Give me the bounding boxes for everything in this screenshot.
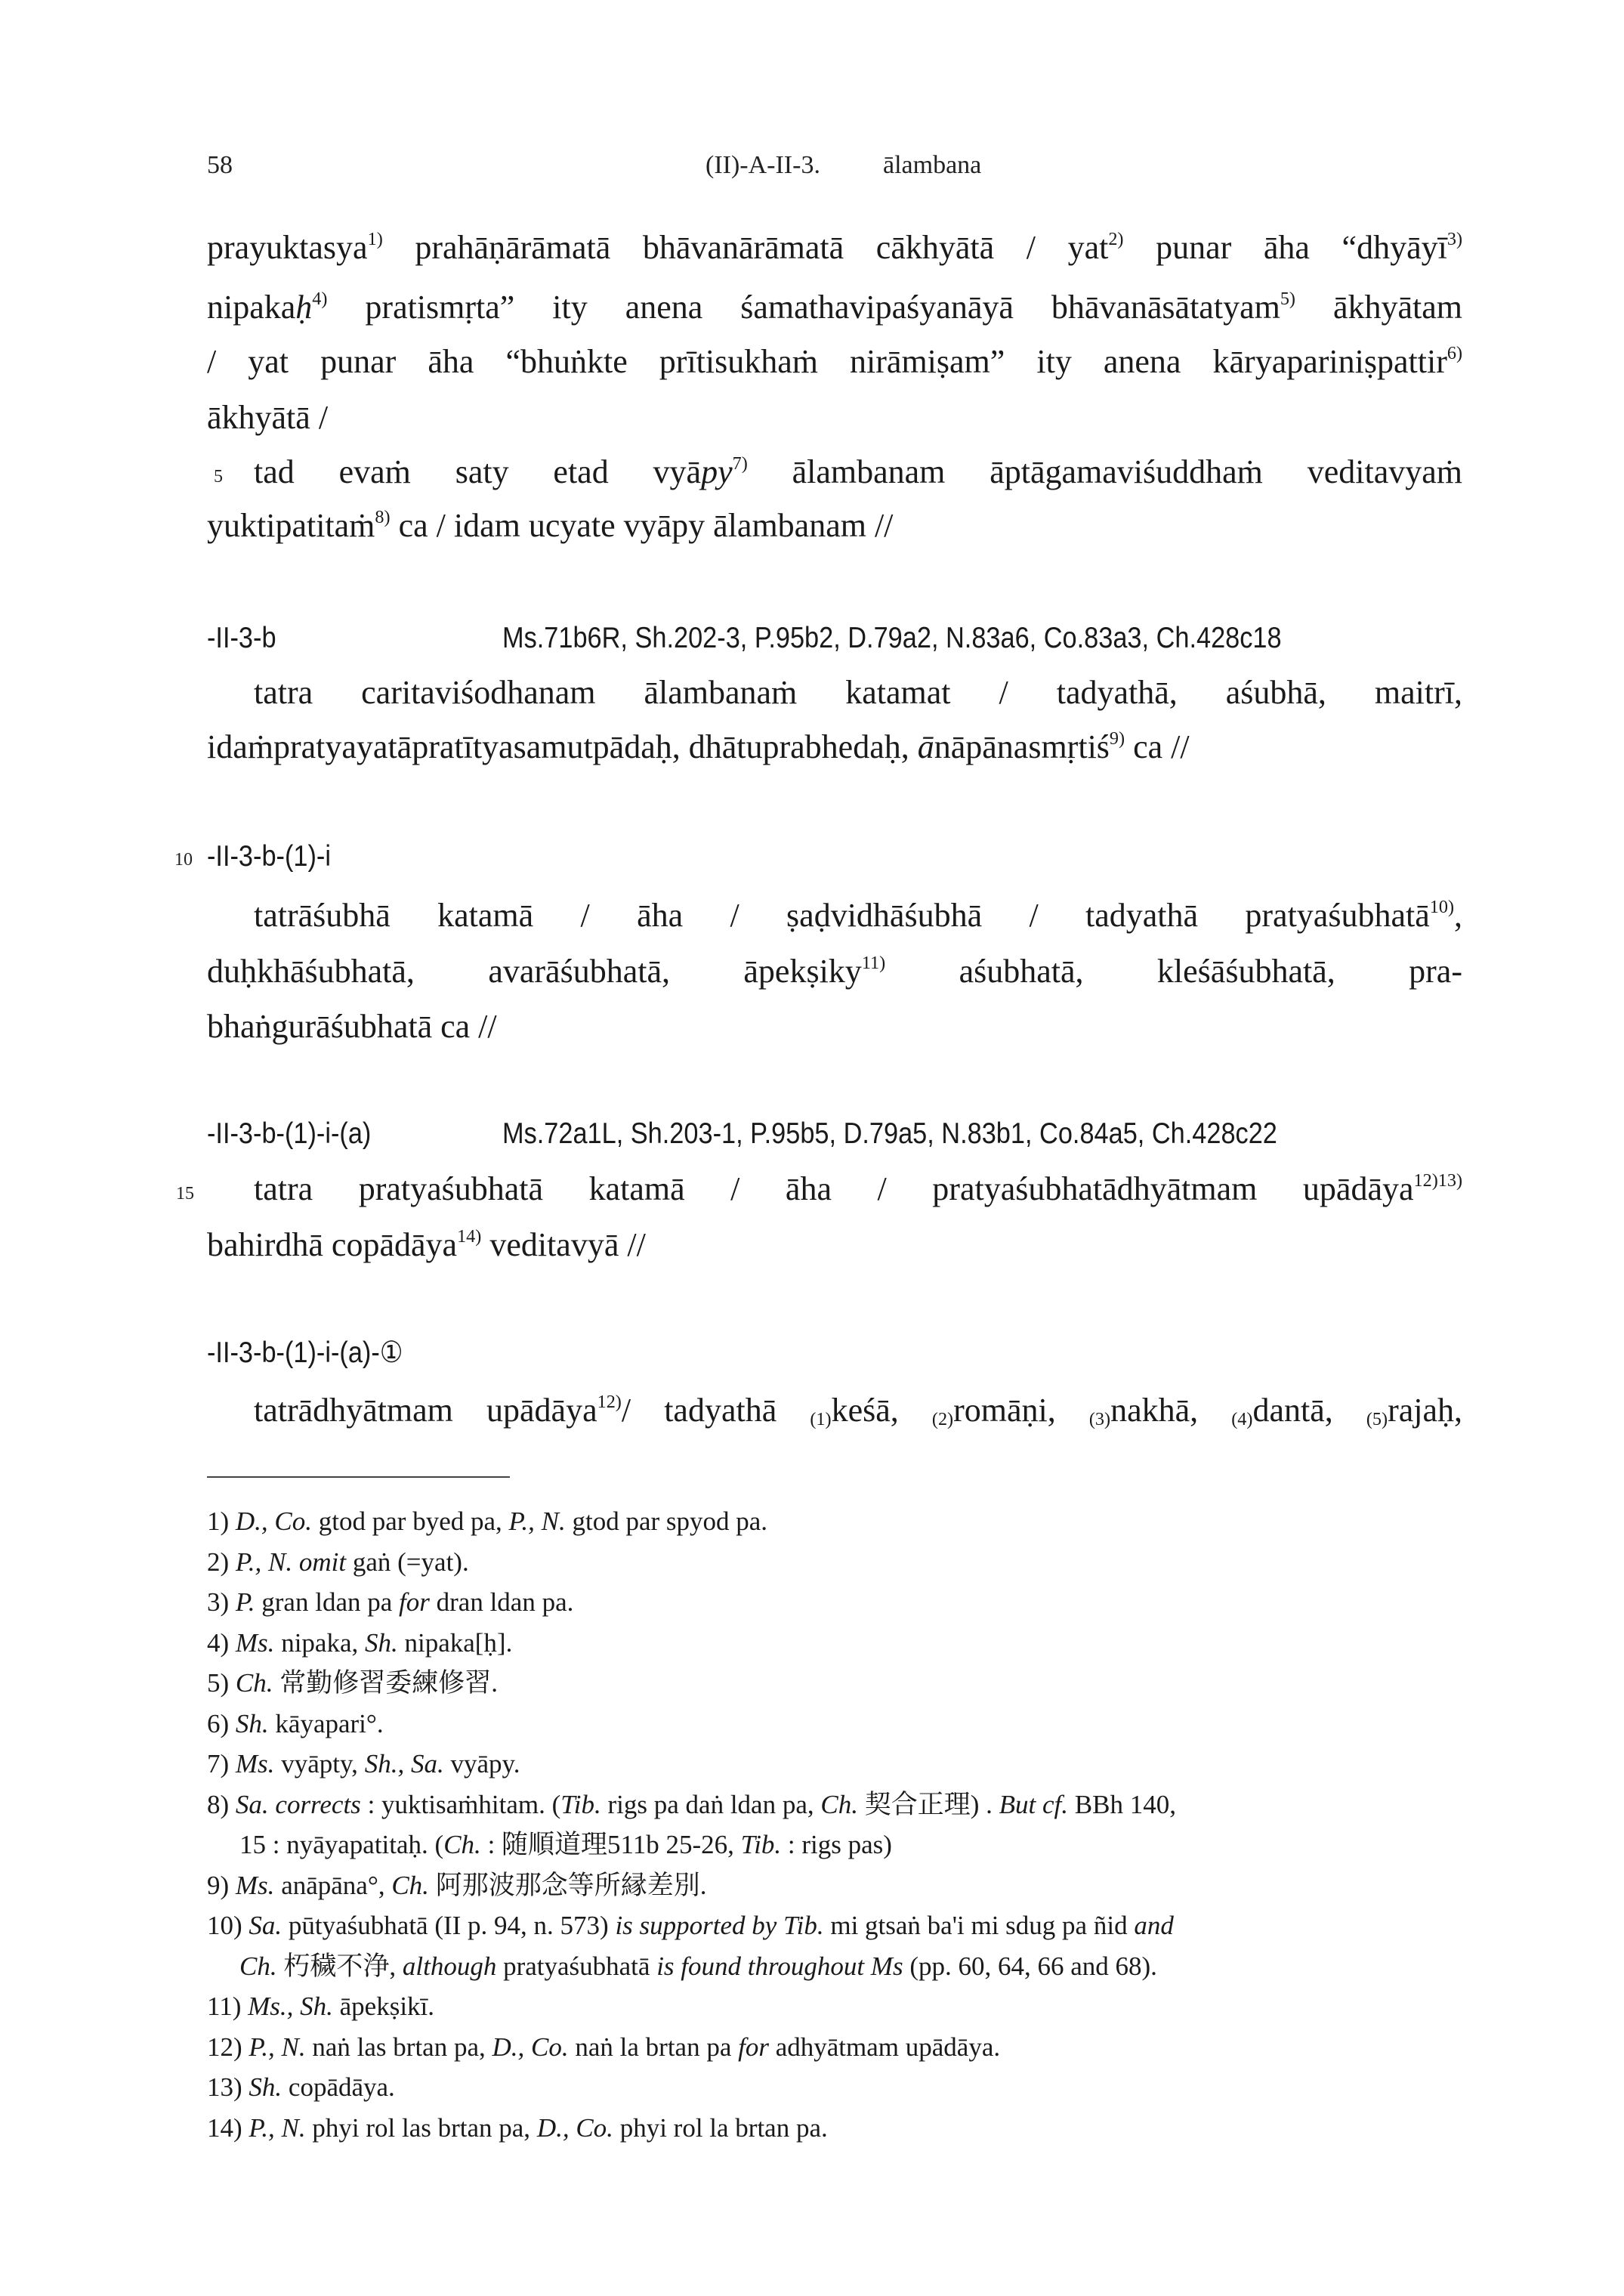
footnote-separator — [207, 1476, 510, 1478]
text-run: phyi rol las brtan pa, — [305, 2112, 537, 2143]
section-heading-id: -II-3-b — [207, 622, 276, 654]
italic-run: But cf. — [999, 1789, 1069, 1819]
text-run: tatrāśubhā katamā / āha / ṣaḍvidhāśubhā / tadyathā pratyaśubhatā — [254, 897, 1430, 934]
text-run: tad evaṁ saty etad vyā — [254, 453, 702, 490]
italic-run: D., Co. — [235, 1506, 313, 1536]
italic-run: Ch. — [239, 1951, 277, 1981]
italic-run: Ms. — [235, 1627, 275, 1658]
footnote-number: 5) — [207, 1668, 236, 1698]
text-run: pūtyaśubhatā (II p. 94, n. 573) — [282, 1911, 616, 1940]
text-run: gran ldan pa — [255, 1587, 400, 1617]
text-line — [254, 1383, 1462, 1438]
text-run: : yuktisaṁhitam. ( — [360, 1789, 561, 1819]
text-run: gtod par spyod pa. — [565, 1506, 768, 1536]
text-run: phyi rol la brtan pa. — [613, 2112, 828, 2143]
footnote — [207, 2067, 1506, 2108]
text-run: prahāṇārāmatā bhāvanārāmatā cākhyātā / yat — [382, 229, 1109, 266]
item-number: (4) — [1231, 1408, 1253, 1429]
text-run: gtod par byed pa, — [312, 1506, 509, 1536]
footnote — [207, 1663, 1506, 1704]
footnote-number: 7) — [207, 1749, 236, 1778]
text-run: , — [1454, 897, 1462, 934]
text-run: aśubhatā, kleśāśubhatā, pra- — [885, 953, 1462, 990]
text-run: 阿那波那念等所縁差別. — [428, 1870, 707, 1900]
italic-run: ḥ — [295, 289, 313, 326]
text-run: nipaka[ḥ]. — [397, 1627, 513, 1658]
text-run: ākhyātam — [1295, 289, 1462, 326]
text-run: dantā, — [1252, 1392, 1366, 1429]
text-run: gaṅ (=yat). — [346, 1547, 469, 1577]
footnote-line — [207, 1986, 1506, 2027]
italic-run: py — [701, 453, 733, 490]
text-run: romāṇi, — [953, 1392, 1089, 1429]
footnote-ref: 6) — [1446, 342, 1462, 363]
manuscript-refs: Ms.71b6R, Sh.202-3, P.95b2, D.79a2, N.83a6, Co.83a3, Ch.428c18 — [502, 622, 1282, 654]
section-heading-id: -II-3-b-(1)-i-(a) — [207, 1117, 372, 1150]
running-head-section: (II)-A-II-3. — [705, 151, 820, 179]
text-run: : 随順道理511b 25-26, — [480, 1830, 741, 1859]
footnote-ref: 8) — [375, 506, 391, 527]
section-heading-id: -II-3-b-(1)-i-(a)-① — [207, 1337, 403, 1369]
italic-run: Sh. — [364, 1627, 398, 1658]
item-number: (3) — [1088, 1408, 1111, 1429]
text-run: nipaka — [207, 289, 296, 326]
text-line — [207, 944, 1462, 999]
footnote-line — [207, 1744, 1506, 1785]
item-number: (1) — [810, 1408, 832, 1429]
footnote — [207, 2108, 1506, 2149]
text-run: (pp. 60, 64, 66 and 68). — [903, 1951, 1157, 1981]
manuscript-refs: Ms.72a1L, Sh.203-1, P.95b5, D.79a5, N.83b1, Co.84a5, Ch.428c22 — [502, 1117, 1277, 1150]
italic-run: Ch. — [820, 1789, 858, 1819]
text-run: āpekṣikī. — [332, 1992, 435, 2021]
footnote-line — [207, 1704, 1506, 1744]
footnote-line — [207, 1825, 1506, 1865]
italic-run: although — [402, 1951, 497, 1981]
text-run: ākhyātā / — [207, 399, 329, 436]
text-run: prayuktasya — [207, 229, 368, 266]
text-run: BBh 140, — [1068, 1789, 1176, 1819]
text-run: tatrādhyātmam upādāya — [254, 1392, 597, 1429]
italic-run: Sa. — [249, 1911, 283, 1940]
line-number: 5 — [214, 467, 223, 487]
text-run: tatra pratyaśubhatā katamā / āha / pratyaśubhatādhyātmam upādāya — [254, 1170, 1414, 1207]
footnote-ref: 14) — [457, 1225, 482, 1247]
footnote-line — [207, 1865, 1506, 1906]
italic-run: Sa. — [235, 1789, 269, 1819]
footnote — [207, 1582, 1506, 1623]
footnote-ref: 1) — [367, 228, 383, 249]
text-line — [207, 719, 1462, 774]
text-run: pratyaśubhatā — [496, 1951, 657, 1981]
line-number: 15 — [176, 1184, 194, 1204]
footnote-number: 13) — [207, 2072, 249, 2102]
text-run: keśā, — [831, 1392, 932, 1429]
footnote-line — [207, 1582, 1506, 1623]
footnote-ref: 2) — [1108, 228, 1124, 249]
footnote-number: 10) — [207, 1911, 249, 1940]
footnote — [207, 1704, 1506, 1744]
text-run: 常勤修習委練修習. — [273, 1668, 499, 1698]
footnote-ref: 3) — [1446, 228, 1462, 249]
page-number: 58 — [207, 151, 233, 179]
footnote-line — [207, 2027, 1506, 2068]
italic-run: is supported by Tib. — [615, 1911, 824, 1940]
footnote — [207, 1905, 1506, 1986]
text-run: naṅ las brtan pa, — [305, 2032, 492, 2062]
footnote-ref: 12) — [597, 1391, 622, 1412]
text-run: rajaḥ, — [1388, 1392, 1462, 1429]
text-run: : rigs pas) — [781, 1830, 892, 1859]
text-line — [254, 665, 1462, 720]
text-run: punar āha “dhyāyī — [1123, 229, 1447, 266]
italic-run: for — [738, 2032, 769, 2062]
text-run: 契合正理) . — [857, 1789, 999, 1819]
italic-run: D., Co. — [536, 2112, 613, 2143]
italic-run: Tib. — [740, 1830, 782, 1859]
text-run: pratismṛta” ity anena śamathavipaśyanāyā bhāvanāsātatyam — [327, 289, 1280, 326]
text-run: tatra caritaviśodhanam ālambanaṁ katamat / tadyathā, aśubhā, maitrī, — [254, 674, 1462, 711]
text-run: naṅ la brtan pa — [568, 2032, 739, 2062]
text-line — [254, 888, 1462, 943]
section-heading-id: -II-3-b-(1)-i — [207, 840, 331, 873]
italic-run: D., Co. — [492, 2032, 569, 2062]
italic-run: for — [399, 1587, 430, 1617]
text-run: ca // — [1125, 728, 1190, 765]
text-run: dran ldan pa. — [429, 1587, 574, 1617]
footnote — [207, 1744, 1506, 1785]
footnote-ref: 4) — [312, 288, 328, 309]
italic-run: ā — [917, 728, 934, 765]
text-run: ca / idam ucyate vyāpy ālambanam // — [390, 507, 894, 544]
footnote-line — [207, 1946, 1506, 1987]
footnote-line — [207, 1623, 1506, 1664]
italic-run: Ms. — [235, 1870, 275, 1900]
item-number: (5) — [1366, 1408, 1388, 1429]
italic-run: Sh. — [249, 2072, 283, 2102]
italic-run: P., N. — [508, 1506, 566, 1536]
text-run: copādāya. — [282, 2072, 395, 2102]
footnote-line — [207, 1905, 1506, 1946]
footnote-number: 8) — [207, 1789, 236, 1819]
item-number: (2) — [931, 1408, 954, 1429]
footnote — [207, 1865, 1506, 1906]
italic-run: is found throughout Ms — [656, 1951, 903, 1981]
footnotes — [207, 1501, 1506, 2148]
italic-run: P., N. — [249, 2112, 306, 2143]
footnote — [207, 1542, 1506, 1583]
text-run: vyāpy. — [443, 1749, 520, 1778]
footnote — [207, 1501, 1506, 1542]
text-run: / yat punar āha “bhuṅkte prītisukhaṁ nirāmiṣam” ity anena kāryapariniṣpattir — [207, 343, 1447, 380]
text-line — [207, 220, 1462, 275]
text-line — [254, 444, 1462, 499]
footnote-number: 14) — [207, 2112, 249, 2143]
footnote-line — [207, 2067, 1506, 2108]
footnote — [207, 2027, 1506, 2068]
text-line — [207, 498, 1462, 553]
footnote-number: 9) — [207, 1870, 236, 1900]
italic-run: Ms., Sh. — [248, 1992, 333, 2021]
footnote-number: 3) — [207, 1587, 236, 1617]
text-run: bahirdhā copādāya — [207, 1226, 458, 1263]
italic-run: omit — [298, 1547, 347, 1577]
italic-run: P. — [235, 1587, 255, 1617]
text-run: kāyapari°. — [268, 1708, 384, 1738]
text-run: duḥkhāśubhatā, avarāśubhatā, āpekṣiky — [207, 953, 862, 990]
text-run: yuktipatitaṁ — [207, 507, 375, 544]
text-run: 朽穢不浄, — [276, 1951, 403, 1981]
italic-run: Ch. — [391, 1870, 429, 1900]
footnote-ref: 12)13) — [1413, 1170, 1462, 1191]
italic-run: corrects — [275, 1789, 361, 1819]
line-number: 10 — [174, 850, 193, 870]
italic-run: Sh., Sa. — [364, 1749, 444, 1778]
footnote-line — [207, 1501, 1506, 1542]
italic-run: Tib. — [560, 1789, 601, 1819]
italic-run: and — [1134, 1911, 1174, 1940]
footnote — [207, 1986, 1506, 2027]
text-run — [292, 1547, 299, 1577]
text-run: adhyātmam upādāya. — [768, 2032, 1001, 2062]
footnote-number: 6) — [207, 1708, 236, 1738]
italic-run: P., N. — [249, 2032, 306, 2062]
footnote-number: 1) — [207, 1506, 236, 1536]
italic-run: Ch. — [443, 1830, 481, 1859]
italic-run: Sh. — [235, 1708, 269, 1738]
footnote-number: 2) — [207, 1547, 236, 1577]
text-run: 15 : nyāyapatitaḥ. ( — [239, 1830, 444, 1859]
text-run: anāpāna°, — [274, 1870, 392, 1900]
text-run: ālambanam āptāgamaviśuddhaṁ veditavyaṁ — [747, 453, 1462, 490]
footnote-line — [207, 1785, 1506, 1825]
text-run: bhaṅgurāśubhatā ca // — [207, 1008, 497, 1045]
text-line — [207, 1217, 1462, 1272]
footnote — [207, 1623, 1506, 1664]
footnote-number: 11) — [207, 1992, 249, 2021]
footnote-ref: 7) — [732, 453, 748, 474]
italic-run: P., N. — [235, 1547, 293, 1577]
text-line — [207, 334, 1462, 389]
text-run: mi gtsaṅ ba'i mi sdug pa ñid — [823, 1911, 1135, 1940]
italic-run: Ch. — [235, 1668, 273, 1698]
running-head-title: ālambana — [883, 151, 982, 179]
footnote-ref: 9) — [1109, 728, 1125, 749]
footnote-ref: 10) — [1429, 896, 1454, 917]
text-run: rigs pa daṅ ldan pa, — [601, 1789, 821, 1819]
text-line — [207, 390, 1462, 445]
footnote-line — [207, 1663, 1506, 1704]
text-line — [254, 1161, 1462, 1216]
footnote — [207, 1785, 1506, 1865]
text-line — [207, 280, 1462, 335]
text-run: veditavyā // — [481, 1226, 646, 1263]
text-run: nakhā, — [1110, 1392, 1232, 1429]
footnote-ref: 5) — [1280, 288, 1295, 309]
italic-run: Ms. — [235, 1749, 275, 1778]
text-line — [207, 999, 1462, 1054]
footnote-number: 4) — [207, 1627, 236, 1658]
text-run: nāpānasmṛtiś — [934, 728, 1110, 765]
footnote-line — [207, 1542, 1506, 1583]
footnote-line — [207, 2108, 1506, 2149]
text-run: / tadyathā — [621, 1392, 810, 1429]
footnote-number: 12) — [207, 2032, 249, 2062]
text-run: idaṁpratyayatāpratītyasamutpādaḥ, dhātuprabhedaḥ, — [207, 728, 918, 765]
text-run: vyāpty, — [274, 1749, 365, 1778]
footnote-ref: 11) — [861, 952, 886, 973]
text-run: nipaka, — [274, 1627, 365, 1658]
